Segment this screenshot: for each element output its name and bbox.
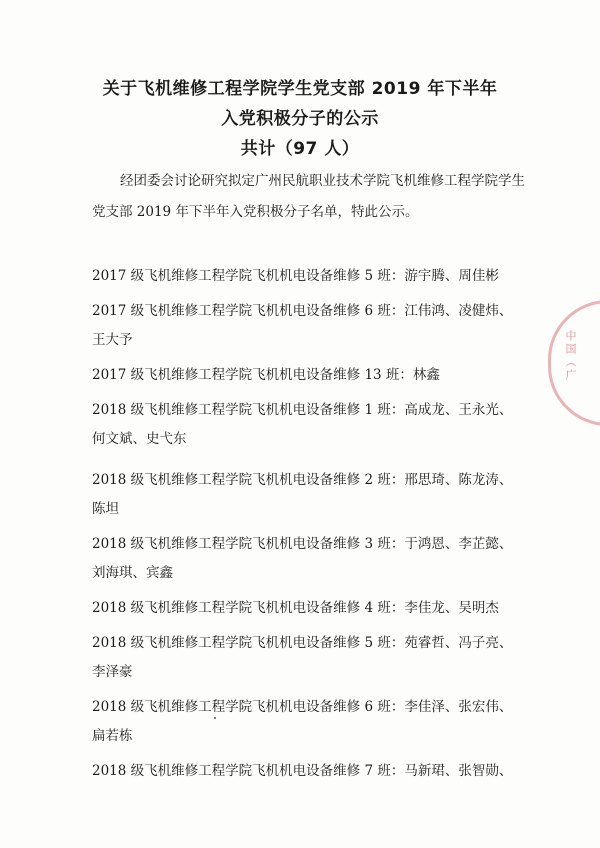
list-item: 2018 级飞机维修工程学院飞机机电设备维修 1 班：高成龙、王永光、何文斌、史弋东: [92, 402, 513, 447]
list-item: 2017 级飞机维修工程学院飞机机电设备维修 13 班：林鑫: [92, 367, 440, 383]
document-title-line-2: 入党积极分子的公示: [221, 109, 379, 129]
list-item: 2018 级飞机维修工程学院飞机机电设备维修 3 班：于鸿恩、李芷懿、刘海琪、宾鑫: [92, 536, 513, 581]
candidate-list: [92, 262, 524, 792]
seal-text: 中国（广: [564, 330, 577, 382]
list-item: 2018 级飞机维修工程学院飞机机电设备维修 2 班：邢思琦、陈龙涛、陈坦: [92, 472, 513, 517]
list-item: 2018 级飞机维修工程学院飞机机电设备维修 5 班：苑睿哲、冯子亮、李泽豪: [92, 635, 513, 680]
scan-speck: [214, 717, 216, 719]
document-title-line-1: 关于飞机维修工程学院学生党支部 2019 年下半年: [102, 79, 498, 99]
list-item: 2017 级飞机维修工程学院飞机机电设备维修 5 班：游宇腾、周佳彬: [92, 268, 499, 284]
list-item: 2018 级飞机维修工程学院飞机机电设备维修 6 班：李佳泽、张宏伟、扁若栋: [92, 699, 513, 744]
list-item: 2018 级飞机维修工程学院飞机机电设备维修 4 班：李佳龙、吴明杰: [92, 600, 499, 616]
document-title-line-3: 共计（97 人）: [240, 139, 360, 159]
intro-paragraph: 经团委会讨论研究拟定广州民航职业技术学院飞机维修工程学院学生党支部 2019 年下半年入党积极分子名单，特此公示。: [92, 173, 525, 220]
list-item: 2017 级飞机维修工程学院飞机机电设备维修 6 班：江伟鸿、凌健炜、王大予: [92, 303, 513, 348]
list-item: 2018 级飞机维修工程学院飞机机电设备维修 7 班：马新珺、张智勋、: [92, 763, 513, 779]
